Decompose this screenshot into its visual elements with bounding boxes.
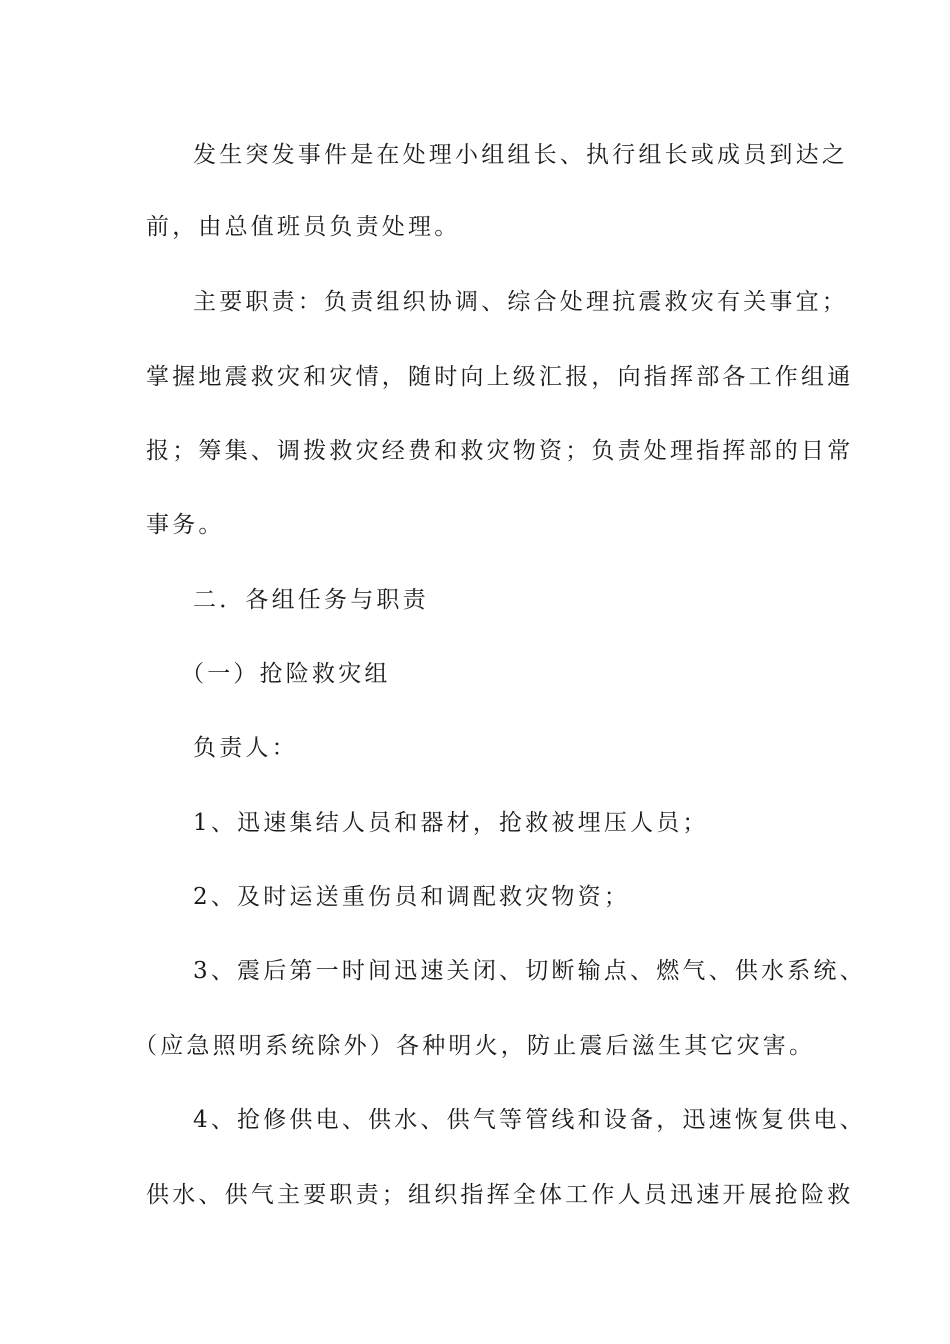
paragraph-line: 发生突发事件是在处理小组组长、执行组长或成员到达之 [193,142,848,168]
paragraph-line: 供水、供气主要职责；组织指挥全体工作人员迅速开展抢险救 [146,1182,854,1208]
paragraph-line: 负责人： [193,735,298,761]
list-item: 1、迅速集结人员和器材，抢救被埋压人员； [193,810,709,836]
paragraph-line: 主要职责：负责组织协调、综合处理抗震救灾有关事宜； [193,289,848,315]
list-item: 2、及时运送重伤员和调配救灾物资； [193,884,631,910]
subsection-heading: （一）抢险救灾组 [181,661,391,687]
list-item: 4、抢修供电、供水、供气等管线和设备，迅速恢复供电、 [193,1107,866,1133]
paragraph-line: 前，由总值班员负责处理。 [146,214,461,240]
section-heading: 二．各组任务与职责 [193,587,429,613]
paragraph-line: 报；筹集、调拨救灾经费和救灾物资；负责处理指挥部的日常 [146,438,854,464]
paragraph-line: 掌握地震救灾和灾情，随时向上级汇报，向指挥部各工作组通 [146,364,854,390]
list-item: 3、震后第一时间迅速关闭、切断输点、燃气、供水系统、 [193,958,866,984]
paragraph-line: 事务。 [146,512,225,538]
paragraph-line: （应急照明系统除外）各种明火，防止震后滋生其它灾害。 [134,1033,816,1059]
